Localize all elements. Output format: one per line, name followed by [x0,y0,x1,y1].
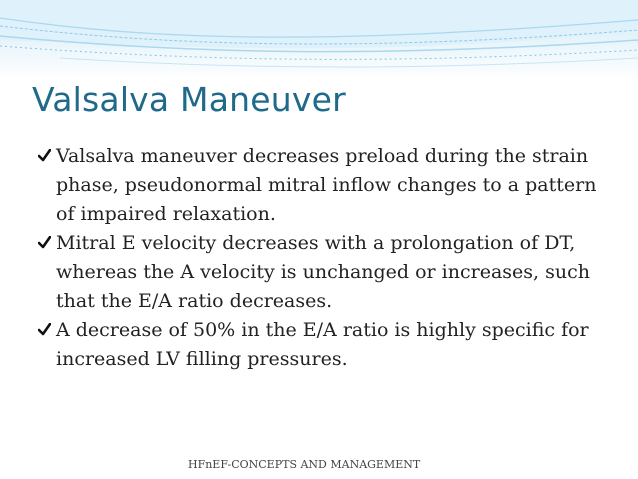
bullet-item [38,229,618,316]
checkmark-icon [38,323,51,336]
bullet-item [38,316,618,374]
decorative-banner [0,0,638,80]
checkmark-icon [38,236,51,249]
slide-title: Valsalva Maneuver [32,80,346,119]
bullet-text: Mitral E velocity decreases with a prolongation of DT, whereas the A velocity is unchanged or increases, such that the E/A ratio decreases. [56,232,590,312]
checkmark-icon [38,149,51,162]
slide-footer: HFnEF-CONCEPTS AND MANAGEMENT [188,458,421,471]
bullet-list [38,142,618,374]
bullet-text: A decrease of 50% in the E/A ratio is highly specific for increased LV filling pressures. [56,319,589,370]
bullet-item [38,142,618,229]
bullet-text: Valsalva maneuver decreases preload during the strain phase, pseudonormal mitral inflow changes to a pattern of impaired relaxation. [56,145,597,225]
